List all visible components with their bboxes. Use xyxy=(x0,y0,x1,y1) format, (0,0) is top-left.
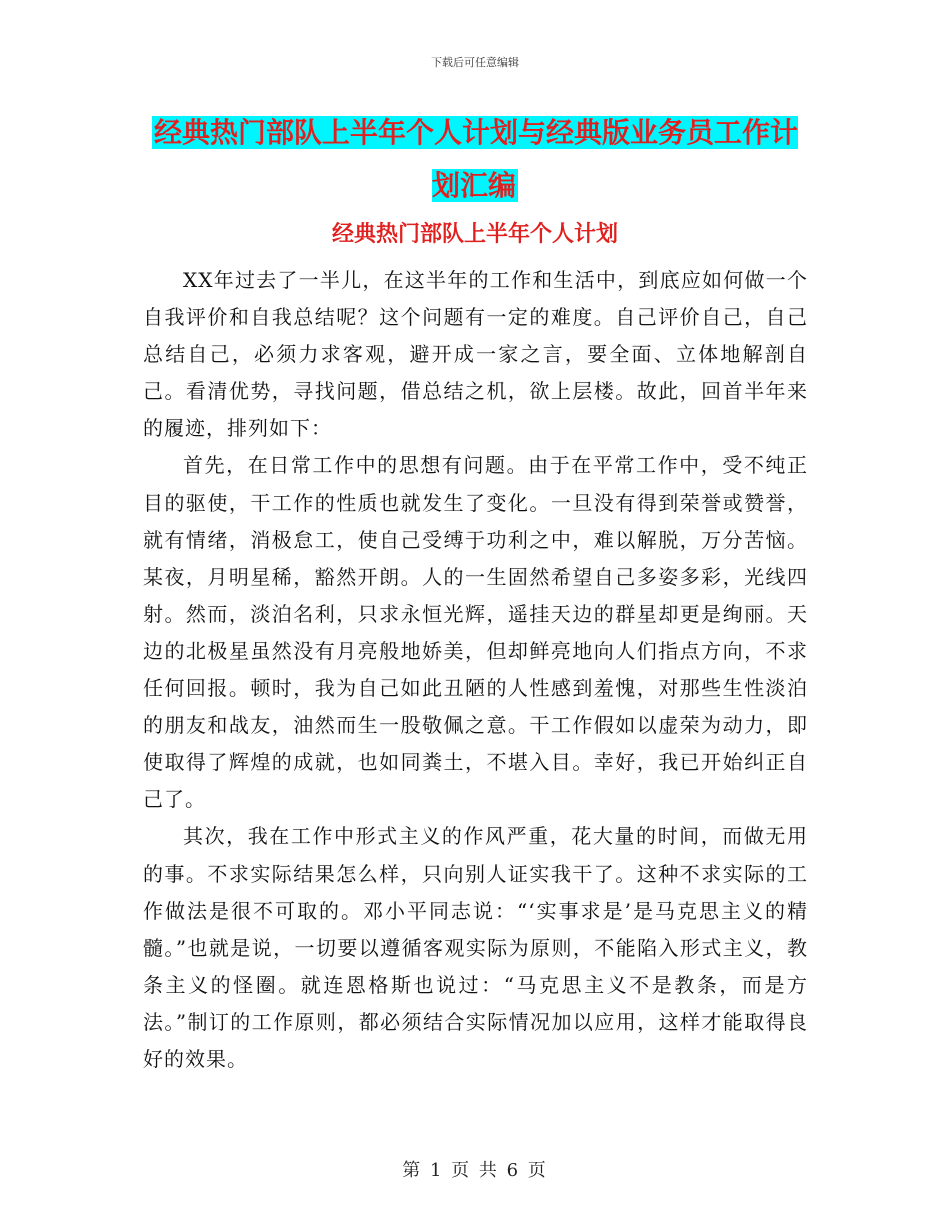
body-text xyxy=(143,262,808,1078)
header-note: 下载后可任意编辑 xyxy=(431,56,519,69)
section-title: 经典热门部队上半年个人计划 xyxy=(331,221,618,247)
paragraph: 其次，我在工作中形式主义的作风严重，花大量的时间，而做无用的事。不求实际结果怎么样，只向别人证实我干了。这种不求实际的工作做法是很不可取的。邓小平同志说：“‘实事求是’是马克思主义的精髓。”也就是说，一切要以遵循客观实际为原则，不能陷入形式主义，教条主义的怪圈。就连恩格斯也说过：“马克思主义不是教条，而是方法。”制订的工作原则，都必须结合实际情况加以应用，这样才能取得良好的效果。 xyxy=(143,824,808,1071)
document-title-text: 经典热门部队上半年个人计划与经典版业务员工作计划汇编 xyxy=(153,116,798,202)
document-title xyxy=(150,106,800,212)
page-footer: 第 1 页 共 6 页 xyxy=(402,1160,548,1181)
paragraph: XX年过去了一半儿，在这半年的工作和生活中，到底应如何做一个自我评价和自我总结呢？这个问题有一定的难度。自己评价自己，自己总结自己，必须力求客观，避开成一家之言，要全面、立体地解剖自己。看清优势，寻找问题，借总结之机，欲上层楼。故此，回首半年来的履迹，排列如下： xyxy=(143,268,808,441)
paragraph: 首先，在日常工作中的思想有问题。由于在平常工作中，受不纯正目的驱使，干工作的性质也就发生了变化。一旦没有得到荣誉或赞誉，就有情绪，消极怠工，使自己受缚于功利之中，难以解脱，万分苦恼。某夜，月明星稀，豁然开朗。人的一生固然希望自己多姿多彩，光线四射。然而，淡泊名利，只求永恒光辉，遥挂天边的群星却更是绚丽。天边的北极星虽然没有月亮般地娇美，但却鲜亮地向人们指点方向，不求任何回报。顿时，我为自己如此丑陋的人性感到羞愧，对那些生性淡泊的朋友和战友，油然而生一股敬佩之意。干工作假如以虚荣为动力，即使取得了辉煌的成就，也如同粪土，不堪入目。幸好，我已开始纠正自己了。 xyxy=(143,453,808,812)
